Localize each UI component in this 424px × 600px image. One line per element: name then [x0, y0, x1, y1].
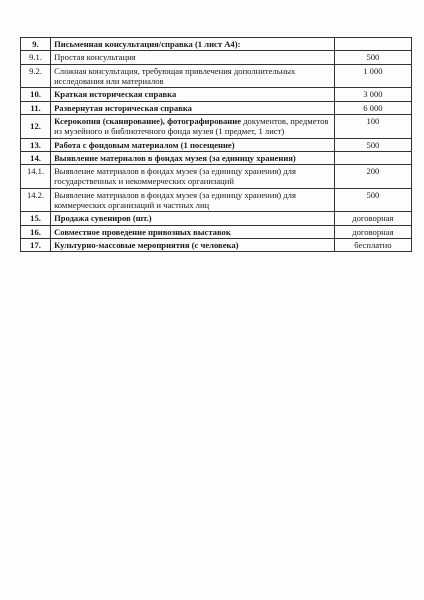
row-number: 9. [21, 38, 51, 51]
row-number: 14. [21, 151, 51, 164]
row-price: 3 000 [334, 88, 411, 101]
row-description: Продажа сувениров (шт.) [51, 212, 335, 225]
row-number: 14.1. [21, 165, 51, 189]
row-number: 11. [21, 101, 51, 114]
table-row [21, 212, 412, 225]
table-row [21, 51, 412, 64]
table-row [21, 114, 412, 138]
row-number: 14.2. [21, 188, 51, 212]
row-description-bold: Ксерокопия (сканирование), фотографирование [54, 115, 242, 126]
row-price: договорная [334, 225, 411, 238]
row-price: 100 [334, 114, 411, 138]
row-description: Развернутая историческая справка [51, 101, 335, 114]
price-table [20, 37, 412, 252]
row-number: 12. [21, 114, 51, 138]
row-price: бесплатно [334, 239, 411, 252]
row-price: 500 [334, 51, 411, 64]
row-price: 200 [334, 165, 411, 189]
row-description: Выявление материалов в фондах музея (за единицу хранения) [51, 151, 335, 164]
row-number: 10. [21, 88, 51, 101]
row-description: Совместное проведение привозных выставок [51, 225, 335, 238]
row-description: Письменная консультация/справка (1 лист А4): [51, 38, 335, 51]
table-row [21, 38, 412, 51]
row-number: 16. [21, 225, 51, 238]
table-row [21, 165, 412, 189]
row-number: 9.2. [21, 64, 51, 88]
row-price [334, 151, 411, 164]
row-description: Краткая историческая справка [51, 88, 335, 101]
row-price: 6 000 [334, 101, 411, 114]
row-price: договорная [334, 212, 411, 225]
row-description: Простая консультация [51, 51, 335, 64]
row-description: Выявление материалов в фондах музея (за единицу хранения) для государственных и некоммерческих организаций [51, 165, 335, 189]
row-price: 1 000 [334, 64, 411, 88]
table-row [21, 239, 412, 252]
table-row [21, 138, 412, 151]
row-description-rest: документов, предметов из музейного и библиотечного фонда музея (1 предмет, 1 лист) [54, 115, 329, 137]
row-description: Работа с фондовым материалом (1 посещение) [51, 138, 335, 151]
row-description [51, 114, 335, 138]
table-row [21, 64, 412, 88]
row-description: Выявление материалов в фондах музея (за единицу хранения) для коммерческих организаций и частных лиц [51, 188, 335, 212]
row-price [334, 38, 411, 51]
row-number: 15. [21, 212, 51, 225]
row-description: Сложная консультация, требующая привлечения дополнительных исследования или материалов [51, 64, 335, 88]
table-row [21, 225, 412, 238]
row-description: Культурно-массовые мероприятия (с человека) [51, 239, 335, 252]
row-price: 500 [334, 138, 411, 151]
table-row [21, 188, 412, 212]
row-price: 500 [334, 188, 411, 212]
row-number: 9.1. [21, 51, 51, 64]
table-row [21, 101, 412, 114]
table-row [21, 88, 412, 101]
row-number: 13. [21, 138, 51, 151]
table-row [21, 151, 412, 164]
row-number: 17. [21, 239, 51, 252]
